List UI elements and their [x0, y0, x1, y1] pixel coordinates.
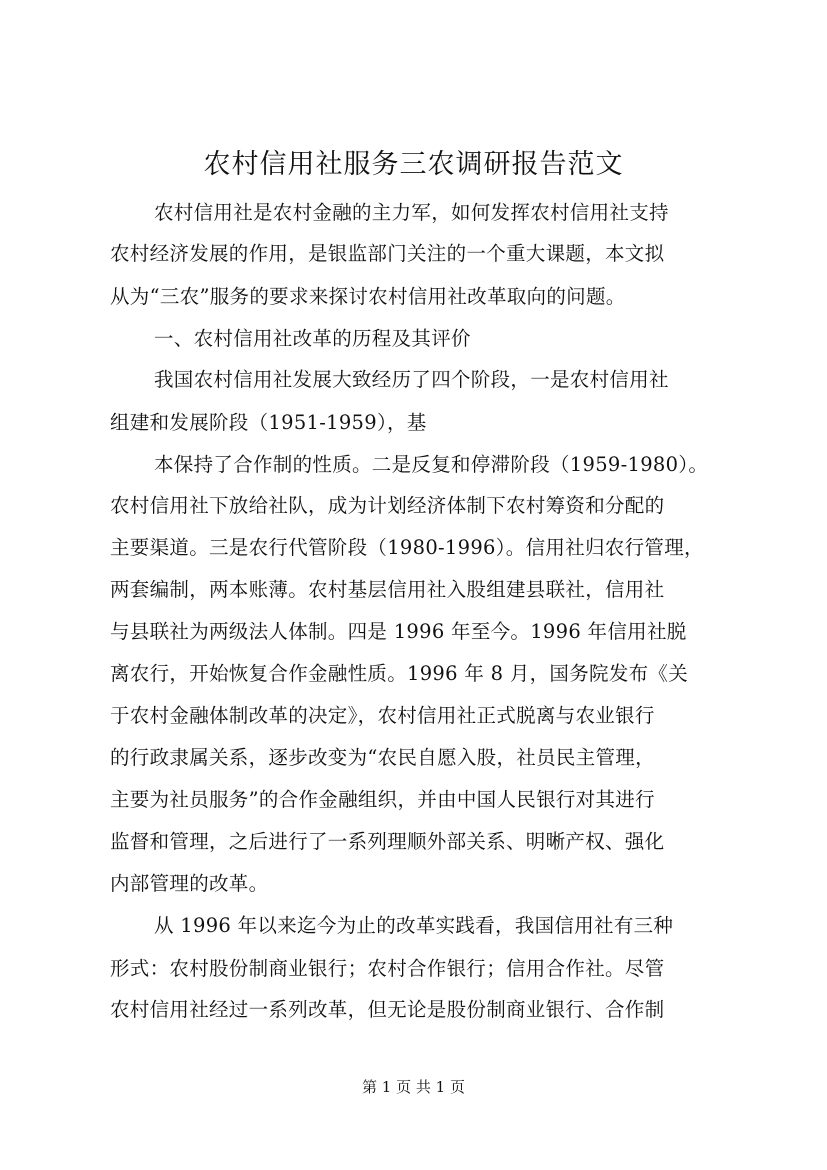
- paragraph-line: 主要为社员服务”的合作金融组织，并由中国人民银行对其进行: [110, 788, 655, 811]
- paragraph-line: 农村信用社经过一系列改革，但无论是股份制商业银行、合作制: [110, 998, 665, 1021]
- paragraph-line: 与县联社为两级法人体制。四是 1996 年至今。1996 年信用社脱: [110, 620, 687, 643]
- paragraph-line: 形式：农村股份制商业银行；农村合作银行；信用合作社。尽管: [110, 957, 665, 980]
- paragraph-line: 离农行，开始恢复合作金融性质。1996 年 8 月，国务院发布《关: [110, 662, 689, 685]
- paragraph-line: 农村信用社下放给社队，成为计划经济体制下农村筹资和分配的: [110, 494, 665, 517]
- paragraph-line: 农村信用社是农村金融的主力军，如何发挥农村信用社支持: [154, 201, 669, 224]
- section-heading: 一、农村信用社改革的历程及其评价: [154, 327, 471, 350]
- paragraph-line: 于农村金融体制改革的决定》，农村信用社正式脱离与农业银行: [110, 704, 655, 727]
- page-number-footer: 第 1 页 共 1 页: [362, 1078, 465, 1096]
- paragraph-line: 主要渠道。三是农行代管阶段（1980-1996）。信用社归农行管理，: [110, 536, 704, 559]
- paragraph-line: 两套编制，两本账薄。农村基层信用社入股组建县联社，信用社: [110, 578, 665, 601]
- paragraph-line: 从为“三农”服务的要求来探讨农村信用社改革取向的问题。: [110, 285, 626, 308]
- paragraph-line: 我国农村信用社发展大致经历了四个阶段，一是农村信用社: [154, 368, 669, 391]
- document-title: 农村信用社服务三农调研报告范文: [203, 149, 624, 180]
- paragraph-line: 组建和发展阶段（1951-1959），基: [110, 411, 427, 434]
- paragraph-line: 农村经济发展的作用，是银监部门关注的一个重大课题，本文拟: [110, 242, 665, 265]
- paragraph-line: 本保持了合作制的性质。二是反复和停滞阶段（1959-1980）。: [154, 453, 709, 476]
- paragraph-line: 内部管理的改革。: [110, 872, 269, 895]
- paragraph-line: 监督和管理，之后进行了一系列理顺外部关系、明晰产权、强化: [110, 830, 665, 853]
- paragraph-line: 的行政隶属关系，逐步改变为“农民自愿入股，社员民主管理，: [110, 746, 655, 769]
- paragraph-line: 从 1996 年以来迄今为止的改革实践看，我国信用社有三种: [154, 914, 674, 937]
